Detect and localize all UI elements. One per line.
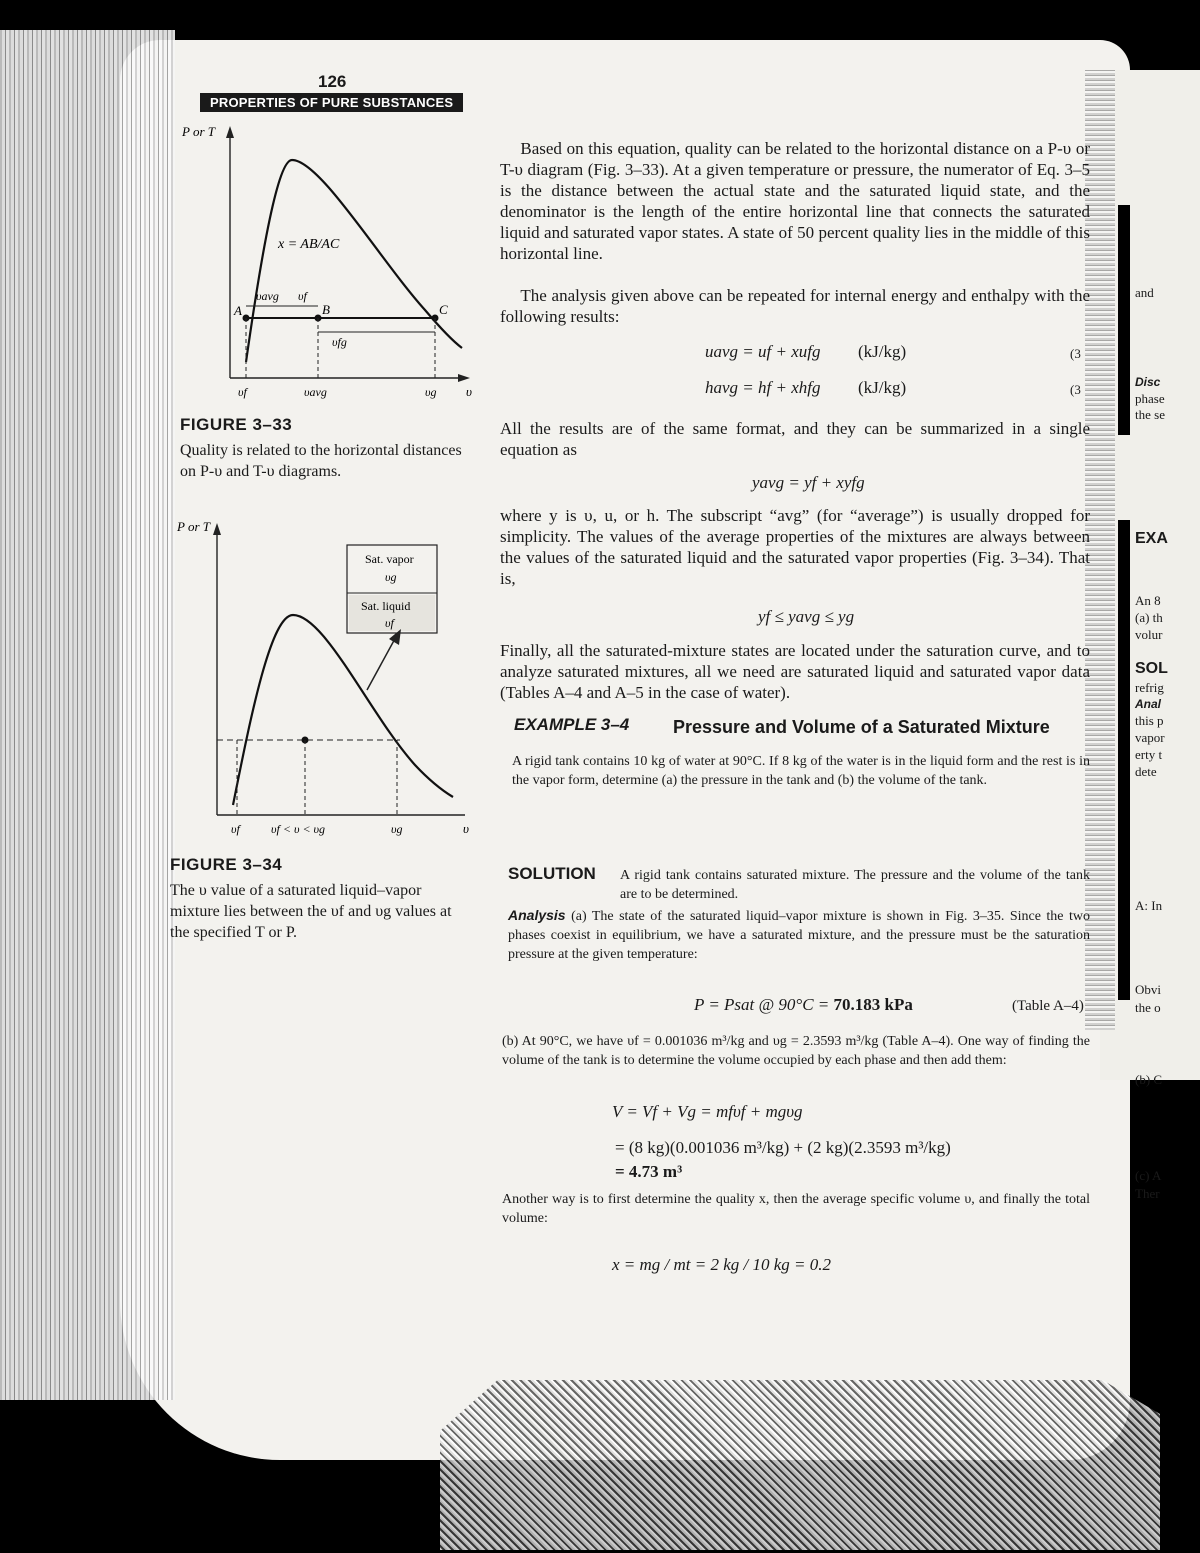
right-fragment: Anal xyxy=(1135,697,1162,711)
seg-vavg: υavg xyxy=(256,289,279,303)
solution-text: A rigid tank contains saturated mixture. The pressure and the volume of the tank are to be determined. xyxy=(620,868,1090,902)
tick-v-range: υf < υ < υg xyxy=(271,822,326,836)
right-fragment: EXA xyxy=(1135,530,1168,547)
analysis-paragraph xyxy=(508,907,1090,964)
example-label: EXAMPLE 3–4 xyxy=(514,715,630,734)
scan-noise-left xyxy=(0,30,175,1400)
example-title: Pressure and Volume of a Saturated Mixture xyxy=(673,717,1050,737)
y-axis-label: P or T xyxy=(177,519,210,534)
tick-vg: υg xyxy=(425,385,437,399)
y-axis-label: P or T xyxy=(182,124,215,139)
equation-pressure-value: 70.183 kPa xyxy=(833,995,913,1014)
box-liquid-label: Sat. liquid xyxy=(361,599,411,613)
margin-bar-top xyxy=(1118,205,1130,435)
right-fragment: vapor xyxy=(1135,730,1165,745)
scan-noise-bottom xyxy=(440,1380,1160,1550)
label-B: B xyxy=(322,302,330,317)
equation-pressure-ref: (Table A–4) xyxy=(1012,998,1084,1014)
solution-label: SOLUTION xyxy=(508,864,596,883)
figure-3-33-label: FIGURE 3–33 xyxy=(180,415,293,434)
equation-y-bounds: yf ≤ yavg ≤ yg xyxy=(758,607,855,626)
right-fragment: Obvi xyxy=(1135,982,1161,997)
box-vapor-sym: υg xyxy=(385,570,397,584)
equation-volume-3: = 4.73 m³ xyxy=(615,1162,683,1181)
right-fragment: SOL xyxy=(1135,660,1168,677)
y-axis-arrow xyxy=(213,523,221,535)
part-b-text: (b) At 90°C, we have υf = 0.001036 m³/kg and υg = 2.3593 m³/kg (Table A–4). One way of finding the volume of the tank is to determine the volume occupied by each phase and then add them: xyxy=(502,1034,1090,1068)
tick-vg: υg xyxy=(391,822,403,836)
equation-pressure-lhs: P = Psat @ 90°C = xyxy=(694,995,834,1014)
right-fragment: A: In xyxy=(1135,898,1163,913)
label-C: C xyxy=(439,302,448,317)
x-axis-label: υ xyxy=(463,821,469,836)
paragraph-finally: Finally, all the saturated-mixture states are located under the saturation curve, and to analyze saturated mixtures, all we need are saturated liquid and saturated vapor data (Tables A–4 and A–5 in the case of water). xyxy=(500,641,1090,702)
right-fragment: Disc xyxy=(1135,375,1161,389)
analysis-label: Analysis xyxy=(508,907,566,923)
equation-u-unit: (kJ/kg) xyxy=(858,342,907,361)
paragraph-same-format: All the results are of the same format, and they can be summarized in a single equation as xyxy=(500,419,1090,459)
x-axis-label: υ xyxy=(466,384,472,399)
page-number: 126 xyxy=(318,72,347,91)
equation-u-avg: uavg = uf + xufg xyxy=(705,342,821,361)
y-axis-arrow xyxy=(226,126,234,138)
paragraph-quality-distance: Based on this equation, quality can be related to the horizontal distance on a P-υ or T-υ diagram (Fig. 3–33). At a given temperature or pressure, the numerator of Eq. 3–5 is the distance between the actual state and the saturated liquid state, and the denominator is the length of the entire horizontal line that connects the saturated liquid and saturated vapor states. A state of 50 percent quality lies in the middle of this horizontal line. xyxy=(500,139,1090,263)
right-fragment: and xyxy=(1135,285,1154,300)
equation-quality: x = mg / mt = 2 kg / 10 kg = 0.2 xyxy=(612,1255,832,1274)
equation-y-avg: yavg = yf + xyfg xyxy=(752,473,865,492)
right-fragment: (a) th xyxy=(1135,610,1163,625)
seg-vf: υf xyxy=(298,289,307,303)
seg-vfg: υfg xyxy=(332,335,347,349)
equation-volume-1: V = Vf + Vg = mfυf + mgυg xyxy=(612,1102,803,1121)
saturation-dome xyxy=(233,615,453,805)
right-fragment: erty t xyxy=(1135,747,1163,762)
equation-volume-2: = (8 kg)(0.001036 m³/kg) + (2 kg)(2.3593 m³/kg) xyxy=(615,1138,951,1157)
right-fragment: refrig xyxy=(1135,680,1164,695)
right-fragment: (c) A xyxy=(1135,1168,1162,1183)
right-fragment: this p xyxy=(1135,713,1164,728)
equation-u-number: (3 xyxy=(1070,346,1081,361)
paragraph-where-y: where y is υ, u, or h. The subscript “avg” (for “average”) is usually dropped for simplicity. The values of the average properties of the mixtures are always between the values of the saturated liquid and the saturated vapor properties (Fig. 3–34). That is, xyxy=(500,506,1090,588)
tick-vf: υf xyxy=(231,822,240,836)
box-liquid-sym: υf xyxy=(385,616,394,630)
facing-page-edge xyxy=(1100,70,1200,1080)
example-statement: A rigid tank contains 10 kg of water at 90°C. If 8 kg of the water is in the liquid form and the rest is in the vapor form, determine (a) the pressure in the tank and (b) the volume of the tank. xyxy=(512,754,1090,788)
right-fragment: phase xyxy=(1135,391,1165,406)
tick-vavg: υavg xyxy=(304,385,327,399)
right-fragment: the o xyxy=(1135,1000,1161,1015)
figure-3-33-caption: Quality is related to the horizontal distances on P-υ and T-υ diagrams. xyxy=(180,442,462,480)
figure-3-34-diagram xyxy=(175,515,480,845)
equation-h-unit: (kJ/kg) xyxy=(858,378,907,397)
margin-bar-bottom xyxy=(1118,520,1130,1000)
figure-3-34-label: FIGURE 3–34 xyxy=(170,855,283,874)
right-fragment: (b) C xyxy=(1135,1072,1163,1087)
another-way-text: Another way is to first determine the quality x, then the average specific volume υ, and finally the total volume: xyxy=(502,1192,1090,1226)
right-fragment: the se xyxy=(1135,407,1165,422)
tick-vf: υf xyxy=(238,385,247,399)
paragraph-analysis-repeated: The analysis given above can be repeated for internal energy and enthalpy with the following results: xyxy=(500,286,1090,326)
label-A: A xyxy=(234,303,242,318)
right-fragment: volur xyxy=(1135,627,1163,642)
analysis-text: (a) The state of the saturated liquid–vapor mixture is shown in Fig. 3–35. Since the two phases coexist in equilibrium, we have a saturated mixture, and the pressure must be the saturation pressure at the given temperature: xyxy=(508,909,1091,962)
equation-h-avg: havg = hf + xhfg xyxy=(705,378,821,397)
right-fragment: Ther xyxy=(1135,1186,1160,1201)
right-fragment: dete xyxy=(1135,764,1157,779)
equation-h-number: (3 xyxy=(1070,382,1081,397)
equation-pressure xyxy=(694,995,913,1015)
figure-3-34-caption: The υ value of a saturated liquid–vapor mixture lies between the υf and υg values at the specified T or P. xyxy=(170,882,452,941)
figure-3-33-diagram xyxy=(180,120,480,405)
x-axis-arrow xyxy=(458,374,470,382)
quality-formula: x = AB/AC xyxy=(278,237,340,252)
pointer-arrow xyxy=(367,635,397,690)
box-vapor-label: Sat. vapor xyxy=(365,552,414,566)
running-title: PROPERTIES OF PURE SUBSTANCES xyxy=(200,93,463,112)
right-fragment: An 8 xyxy=(1135,593,1161,608)
